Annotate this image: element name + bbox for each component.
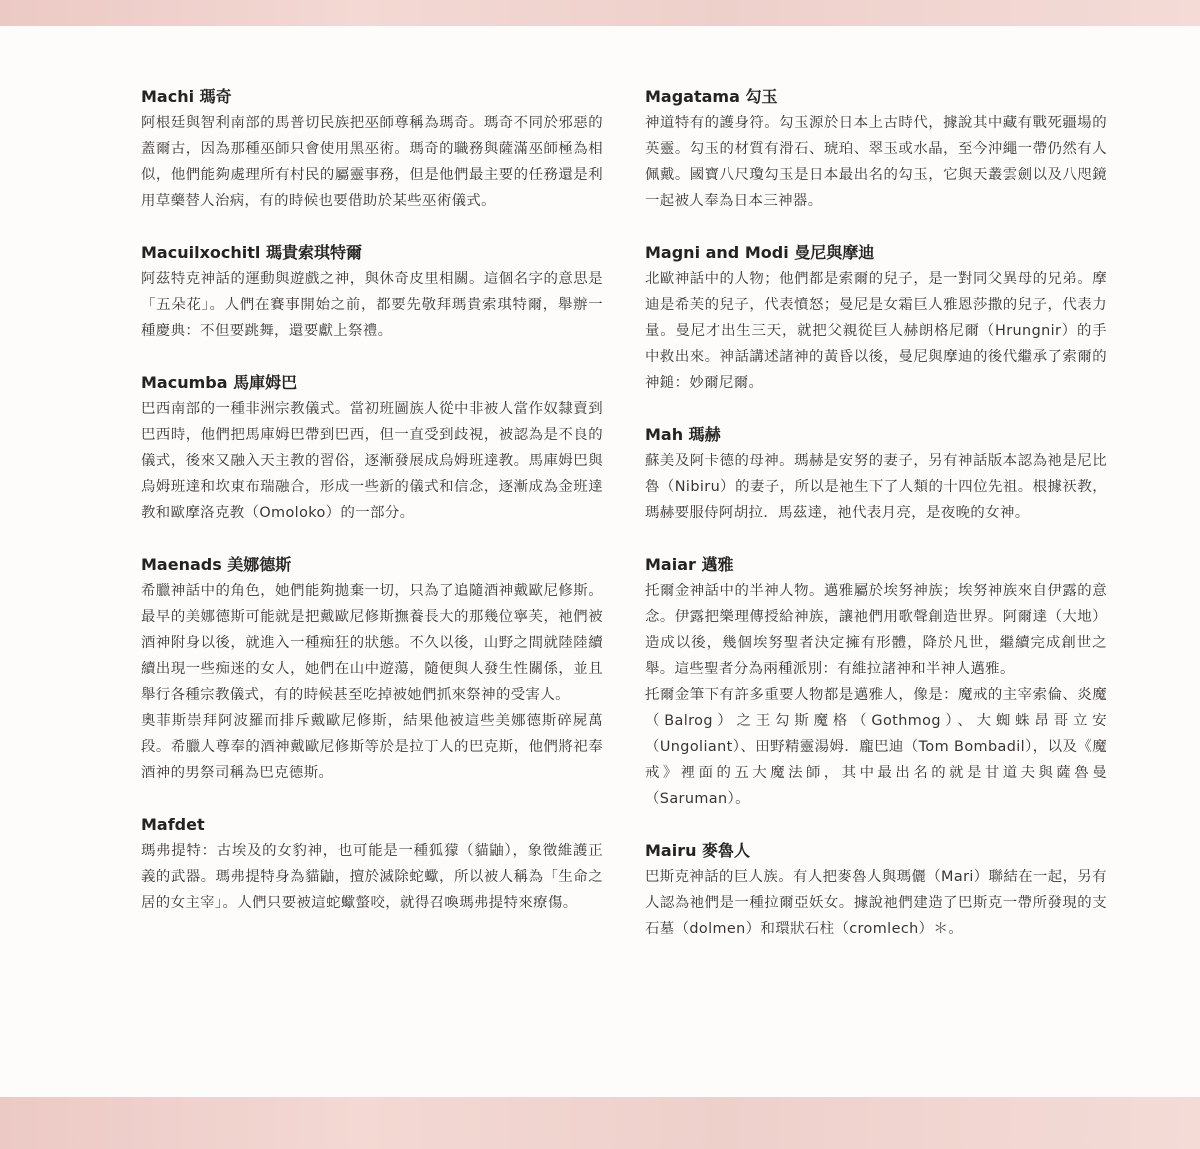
entry-title: Maiar 邁雅: [645, 555, 734, 574]
entry-text: 巴西南部的一種非洲宗教儀式。當初班圖族人從中非被人當作奴隸賣到巴西時，他們把馬庫姆巴帶到巴西，但一直受到歧視，被認為是不良的儀式，後來又融入天主教的習俗，逐漸發展成烏姆班達教。馬庫姆巴與烏姆班達和坎東布瑞融合，形成一些新的儀式和信念，逐漸成為金班達教和歐摩洛克教（Omoloko）的一部分。: [141, 401, 603, 521]
entry-title: Machi 瑪奇: [141, 87, 232, 106]
entry-magatama: [645, 86, 1107, 214]
entry-title: Mairu 麥魯人: [645, 841, 751, 860]
top-decorative-band: [0, 0, 1200, 26]
bottom-decorative-band: [0, 1097, 1200, 1149]
entry-maenads: [141, 554, 603, 786]
entry-text: 奧菲斯崇拜阿波羅而排斥戴歐尼修斯，結果他被這些美娜德斯碎屍萬段。希臘人尊奉的酒神戴歐尼修斯等於是拉丁人的巴克斯，他們將祀奉酒神的男祭司稱為巴克德斯。: [141, 713, 603, 781]
entry-machi: [141, 86, 603, 214]
entry-mairu: [645, 840, 1107, 942]
left-column: [141, 86, 603, 916]
entry-title: Macuilxochitl 瑪貴索琪特爾: [141, 243, 362, 262]
entry-text: 北歐神話中的人物；他們都是索爾的兒子，是一對同父異母的兄弟。摩迪是希芙的兒子，代表憤怒；曼尼是女霜巨人雅恩莎撒的兒子，代表力量。曼尼才出生三天，就把父親從巨人赫朗格尼爾（Hrungnir）的手中救出來。神話講述諸神的黃昏以後，曼尼與摩迪的後代繼承了索爾的神鎚：妙爾尼爾。: [645, 271, 1107, 391]
entry-text: 阿茲特克神話的運動與遊戲之神，與休奇皮里相關。這個名字的意思是「五朵花」。人們在賽事開始之前，都要先敬拜瑪貴索琪特爾，舉辦一種慶典：不但要跳舞，還要獻上祭禮。: [141, 271, 603, 339]
entry-title: Macumba 馬庫姆巴: [141, 373, 298, 392]
right-column: [645, 86, 1107, 942]
entry-title: Magatama 勾玉: [645, 87, 778, 106]
entry-text: 瑪弗提特：古埃及的女豹神，也可能是一種狐獴（貓鼬），象徵維護正義的武器。瑪弗提特身為貓鼬，擅於滅除蛇蠍，所以被人稱為「生命之居的女主宰」。人們只要被這蛇蠍螫咬，就得召喚瑪弗提特來療傷。: [141, 843, 603, 911]
entry-title: Mafdet: [141, 815, 205, 834]
entry-maiar: [645, 554, 1107, 812]
entry-text: 阿根廷與智利南部的馬普切民族把巫師尊稱為瑪奇。瑪奇不同於邪惡的蓋爾古，因為那種巫師只會使用黑巫術。瑪奇的職務與薩滿巫師極為相似，他們能夠處理所有村民的屬靈事務，但是他們最主要的任務還是利用草藥替人治病，有的時候也要借助於某些巫術儀式。: [141, 115, 603, 209]
entry-text: 托爾金神話中的半神人物。邁雅屬於埃努神族；埃努神族來自伊露的意念。伊露把樂理傳授給神族，讓祂們用歌聲創造世界。阿爾達（大地）造成以後，幾個埃努聖者決定擁有形體，降於凡世，繼續完成創世之舉。這些聖者分為兩種派別：有維拉諸神和半神人邁雅。: [645, 583, 1107, 677]
entry-magni-and-modi: [645, 242, 1107, 396]
entry-title: Mah 瑪赫: [645, 425, 721, 444]
entry-macuilxochitl: [141, 242, 603, 344]
entry-text: 神道特有的護身符。勾玉源於日本上古時代，據說其中藏有戰死疆場的英靈。勾玉的材質有滑石、琥珀、翠玉或水晶，至今沖繩一帶仍然有人佩戴。國寶八尺瓊勾玉是日本最出名的勾玉，它與天叢雲劍以及八咫鏡一起被人奉為日本三神器。: [645, 115, 1107, 209]
dictionary-page: [0, 26, 1200, 1097]
entry-mah: [645, 424, 1107, 526]
entry-text: 巴斯克神話的巨人族。有人把麥魯人與瑪儷（Mari）聯結在一起，另有人認為祂們是一種拉爾亞妖女。據說祂們建造了巴斯克一帶所發現的支石墓（dolmen）和環狀石柱（cromlech）＊。: [645, 869, 1107, 937]
entry-title: Magni and Modi 曼尼與摩迪: [645, 243, 875, 262]
entry-text: 蘇美及阿卡德的母神。瑪赫是安努的妻子，另有神話版本認為祂是尼比魯（Nibiru）的妻子，所以是祂生下了人類的十四位先祖。根據祆教，瑪赫要服侍阿胡拉．馬茲達，祂代表月亮，是夜晚的女神。: [645, 453, 1107, 521]
entry-text: 希臘神話中的角色，她們能夠拋棄一切，只為了追隨酒神戴歐尼修斯。最早的美娜德斯可能就是把戴歐尼修斯撫養長大的那幾位寧芙，祂們被酒神附身以後，就進入一種痴狂的狀態。不久以後，山野之間就陸陸續續出現一些痴迷的女人，她們在山中遊蕩，隨便與人發生性關係，並且舉行各種宗教儀式，有的時候甚至吃掉被她們抓來祭神的受害人。: [141, 583, 603, 703]
entry-macumba: [141, 372, 603, 526]
entry-text: 托爾金筆下有許多重要人物都是邁雅人，像是：魔戒的主宰索倫、炎魔（Balrog）之王勾斯魔格（Gothmog）、大蜘蛛昂哥立安（Ungoliant）、田野精靈湯姆．龐巴迪（Tom Bombadil），以及《魔戒》裡面的五大魔法師，其中最出名的就是甘道夫與薩魯曼（Saruman）。: [645, 687, 1107, 807]
entry-title: Maenads 美娜德斯: [141, 555, 292, 574]
entry-mafdet: [141, 814, 603, 916]
